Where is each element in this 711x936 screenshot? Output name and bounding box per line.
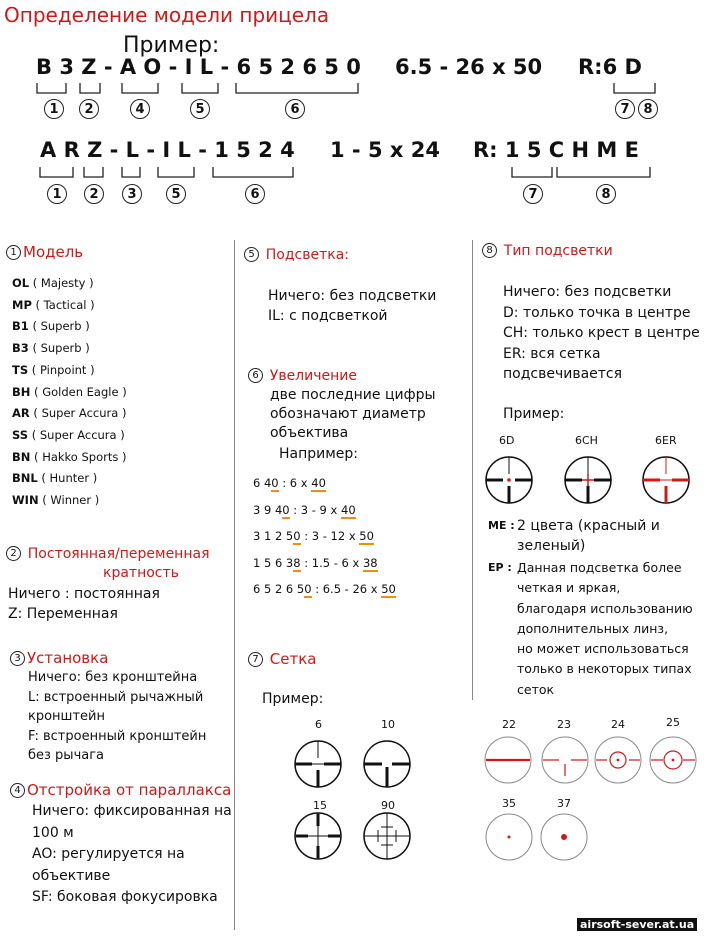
reticle-25-icon [650, 737, 696, 783]
list-item: BNL ( Hunter ) [12, 471, 98, 486]
list-item: 6 5 2 6 50 : 6.5 - 26 x 50 [253, 582, 396, 596]
parallax-section-title: 4 Отстройка от параллакса [10, 781, 231, 799]
reticle-24-icon [595, 737, 641, 783]
list-item: WIN ( Winner ) [12, 493, 100, 508]
circle-num-8b: 8 [596, 184, 616, 204]
circle-num-3b: 3 [122, 184, 142, 204]
power-section-title: 2 Постоянная/переменная [6, 544, 210, 562]
zoom-example: Например: [279, 446, 359, 462]
reticle-37-icon [541, 814, 587, 860]
reticle-15-icon [295, 813, 341, 859]
model-section-title: 1 Модель [6, 243, 83, 261]
list-item: B3 ( Superb ) [12, 341, 90, 356]
type-label-6d: 6D [499, 434, 515, 447]
list-item: 3 9 40 : 3 - 9 x 40 [253, 502, 356, 517]
list-item: OL ( Majesty ) [12, 276, 94, 290]
mount-lines: Ничего: без кронштейна L: встроенный рычажный кронштейн F: встроенный кронштейн без рычага [28, 670, 207, 763]
reticle-label-6: 6 [315, 718, 322, 731]
reticle-22-icon [485, 737, 531, 783]
dot-label-23: 23 [557, 718, 571, 731]
mount-section-title: 3 Установка [10, 649, 108, 667]
zoom-lines: две последние цифры обозначают диаметр объектива [270, 387, 436, 441]
type-example: Пример: [503, 406, 565, 422]
reticle-6ch-icon [565, 457, 611, 503]
parallax-lines: Ничего: фиксированная на 100 м AO: регулируется на объективе SF: боковая фокусировка [32, 803, 232, 905]
reticle-6-icon [295, 741, 341, 787]
magnification-1: 6.5 - 26 x 50 [395, 55, 543, 79]
type-lines: Ничего: без подсветки D: только точка в центре CH: только крест в центре ER: вся сетка подсвечивается [503, 284, 700, 382]
power-line-2: Z: Переменная [8, 606, 118, 622]
magnification-2: 1 - 5 x 24 [330, 138, 440, 162]
circle-num-1a: 1 [44, 99, 64, 119]
reticle-example: Пример: [262, 691, 324, 707]
power-section-title-2: кратность [103, 565, 179, 581]
circle-num-2a: 2 [79, 99, 99, 119]
reticle-code-1: R:6 D [578, 55, 642, 79]
circle-num-4a: 4 [130, 99, 150, 119]
type-label-6er: 6ER [655, 434, 677, 447]
circle-num-7b: 7 [523, 184, 543, 204]
reticle-35-icon [486, 814, 532, 860]
list-item: B1 ( Superb ) [12, 319, 90, 334]
reticle-label-10: 10 [381, 718, 395, 731]
list-item: 1 5 6 38 : 1.5 - 6 x 38 [253, 555, 378, 570]
type-section-title: 8 Тип подсветки [482, 241, 613, 259]
reticle-90-icon [364, 813, 410, 859]
dot-label-25: 25 [666, 716, 680, 729]
illum-section-title: 5 Подсветка: [244, 245, 349, 263]
circle-num-5a: 5 [190, 99, 210, 119]
list-item: SS ( Super Accura ) [12, 427, 125, 442]
circle-num-5b: 5 [166, 184, 186, 204]
list-item: BH ( Golden Eagle ) [12, 384, 127, 399]
ep-lines: Данная подсветка более четкая и яркая, благодаря использованию дополнительных линз, но может использоваться только в некоторых типах сеток [517, 560, 693, 697]
list-item: MP ( Tactical ) [12, 297, 95, 312]
reticle-23-icon [542, 737, 588, 783]
type-label-6ch: 6CH [575, 434, 598, 447]
circle-num-6b: 6 [245, 184, 265, 204]
model-code-1: B 3 Z - A O - I L - 6 5 2 6 5 0 [36, 55, 361, 79]
reticle-10-icon [364, 741, 410, 787]
reticle-code-2: R: 1 5 C H M E [473, 138, 639, 162]
list-item: BN ( Hakko Sports ) [12, 449, 127, 464]
list-item: 6 40 : 6 x 40 [253, 476, 326, 490]
circle-num-1b: 1 [47, 184, 67, 204]
me-code: ME : [488, 519, 515, 532]
list-item: TS ( Pinpoint ) [12, 362, 95, 377]
reticle-label-15: 15 [313, 799, 327, 812]
circle-num-2b: 2 [84, 184, 104, 204]
circle-num-7a: 7 [615, 99, 635, 119]
dot-label-24: 24 [611, 718, 625, 731]
dot-label-35: 35 [502, 797, 516, 810]
page-title: Определение модели прицела [4, 3, 330, 27]
zoom-section-title: 6 Увеличение [248, 366, 357, 384]
me-lines: 2 цвета (красный и зеленый) [517, 518, 660, 554]
circle-num-6a: 6 [285, 99, 305, 119]
reticle-label-90: 90 [381, 799, 395, 812]
example-label: Пример: [123, 33, 220, 58]
list-item: 3 1 2 50 : 3 - 12 x 50 [253, 529, 374, 543]
reticle-section-title: 7 Сетка [248, 650, 316, 668]
list-item: AR ( Super Accura ) [12, 406, 127, 421]
dot-label-22: 22 [502, 718, 516, 731]
reticle-6d-icon [486, 457, 532, 503]
dot-label-37: 37 [557, 797, 571, 810]
model-code-2: A R Z - L - I L - 1 5 2 4 [40, 138, 295, 162]
watermark: airsoft-sever.at.ua [577, 918, 697, 931]
circle-num-8a: 8 [638, 99, 658, 119]
power-line-1: Ничего : постоянная [8, 586, 160, 602]
illum-lines: Ничего: без подсветки IL: с подсветкой [268, 288, 437, 324]
reticle-6er-icon [643, 457, 689, 503]
ep-code: EP : [488, 561, 512, 574]
